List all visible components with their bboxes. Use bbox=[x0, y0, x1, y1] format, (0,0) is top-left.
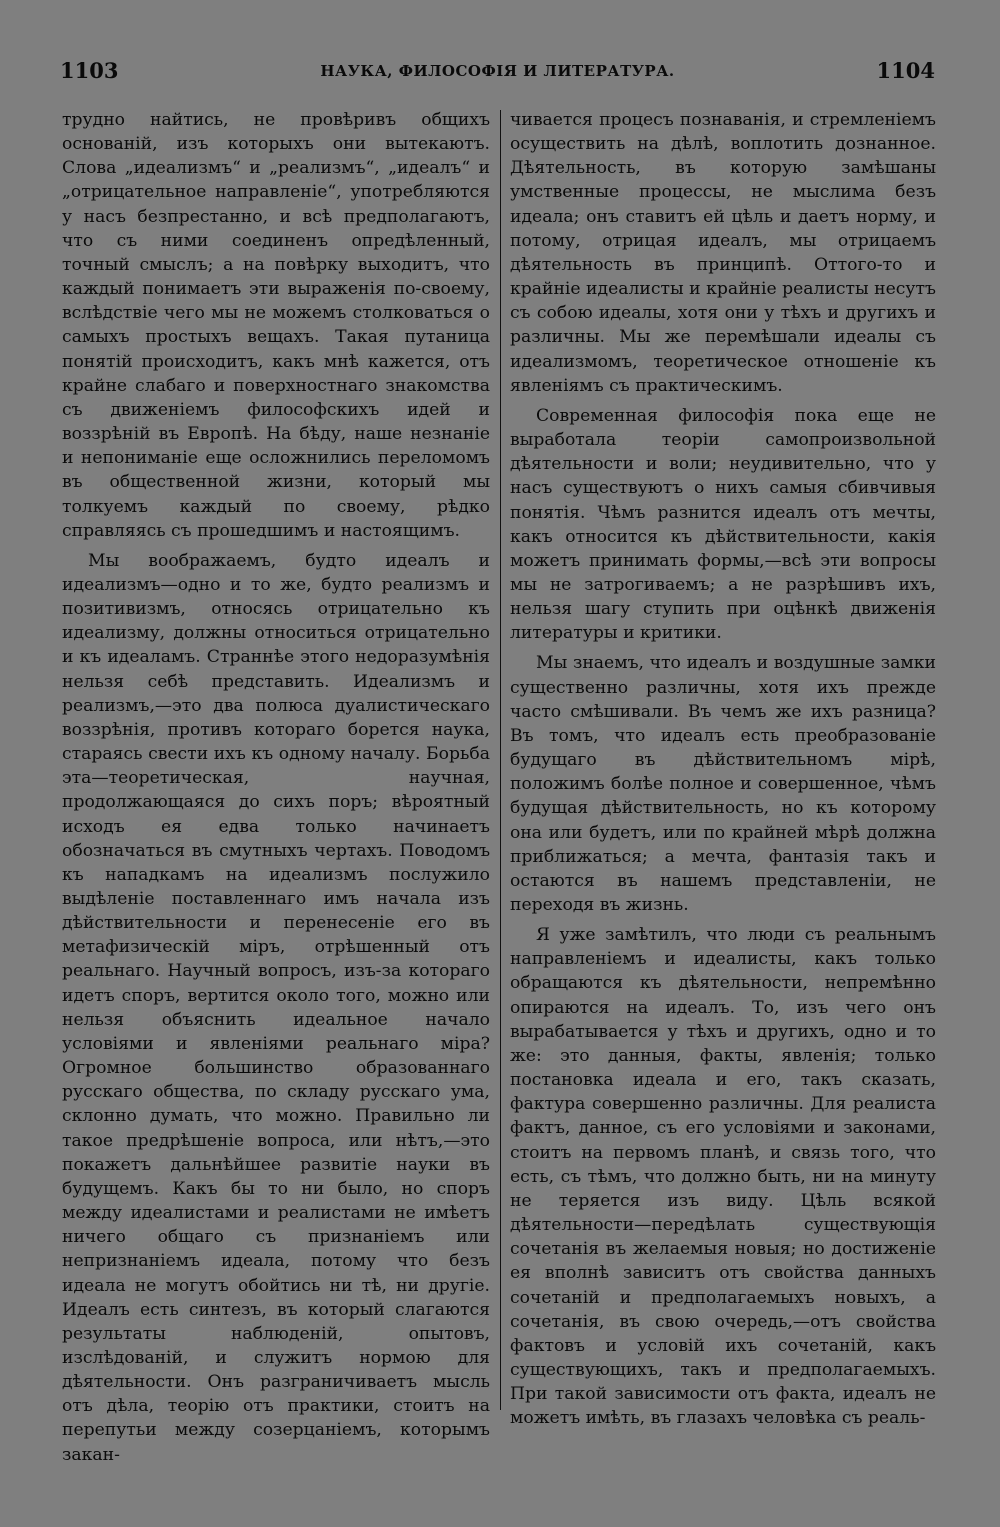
page-number-right: 1104 bbox=[876, 58, 935, 83]
paragraph: чивается процесъ познаванія, и стремленіемъ осуществить на дѣлѣ, воплотить дознанное. Дѣятельность, въ которую замѣшаны умственные процессы, не мыслима безъ идеала; онъ ставитъ ей цѣль и даетъ норму, и потому, отрицая идеалъ, мы отрицаемъ дѣятельность въ принципѣ. Оттого-то и крайніе идеалисты и крайніе реалисты несутъ съ собою идеалы, хотя они у тѣхъ и другихъ и различны. Мы же перемѣшали идеалы съ идеализмомъ, теоретическое отношеніе къ явленіямъ съ практическимъ. bbox=[510, 110, 936, 396]
paragraph: Я уже замѣтилъ, что люди съ реальнымъ направленіемъ и идеалисты, какъ только обращаются къ дѣятельности, непремѣнно опираются на идеалъ. То, изъ чего онъ вырабатывается у тѣхъ и другихъ, одно и то же: это данныя, факты, явленія; только постановка идеала и его, такъ сказать, фактура совершенно различны. Для реалиста фактъ, данное, съ его условіями и законами, стоитъ на первомъ планѣ, и связь того, что есть, съ тѣмъ, что должно быть, ни на минуту не теряется изъ виду. Цѣль всякой дѣятельности—передѣлать существующія сочетанія въ желаемыя новыя; но достиженіе ея вполнѣ зависитъ отъ свойства данныхъ сочетаній и предполагаемыхъ новыхъ, а сочетанія, въ свою очередь,—отъ свойства фактовъ и условій ихъ сочетаній, какъ существующихъ, такъ и предполагаемыхъ. При такой зависимости отъ факта, идеалъ не можетъ имѣть, въ глазахъ человѣка съ реаль- bbox=[510, 925, 936, 1429]
page-number-left: 1103 bbox=[60, 58, 119, 83]
column-divider bbox=[500, 110, 501, 1410]
paragraph: трудно найтись, не провѣривъ общихъ основаній, изъ которыхъ они вытекаютъ. Слова „идеализмъ“ и „реализмъ“, „идеалъ“ и „отрицательное направленіе“, употребляются у насъ безпрестанно, и всѣ предполагаютъ, что съ ними соединенъ опредѣленный, точный смыслъ; а на повѣрку выходитъ, что каждый понимаетъ эти выраженія по-своему, вслѣдствіе чего мы не можемъ столковаться о самыхъ простыхъ вещахъ. Такая путаница понятій происходитъ, какъ мнѣ кажется, отъ крайне слабаго и поверхностнаго знакомства съ движеніемъ философскихъ идей и воззрѣній въ Европѣ. На бѣду, наше незнаніе и непониманіе еще осложнились переломомъ въ общественной жизни, который мы толкуемъ каждый по своему, рѣдко справляясь съ прошедшимъ и настоящимъ. bbox=[62, 110, 490, 541]
running-title: НАУКА, ФИЛОСОФІЯ И ЛИТЕРАТУРА. bbox=[320, 62, 675, 80]
left-column bbox=[62, 108, 490, 1467]
right-column bbox=[510, 108, 936, 1430]
paragraph: Мы воображаемъ, будто идеалъ и идеализмъ—одно и то же, будто реализмъ и позитивизмъ, относясь отрицательно къ идеализму, должны относиться отрицательно и къ идеаламъ. Страннѣе этого недоразумѣнія нельзя себѣ представить. Идеализмъ и реализмъ,—это два полюса дуалистическаго воззрѣнія, противъ котораго борется наука, стараясь свести ихъ къ одному началу. Борьба эта—теоретическая, научная, продолжающаяся до сихъ поръ; вѣроятный исходъ ея едва только начинаетъ обозначаться въ смутныхъ чертахъ. Поводомъ къ нападкамъ на идеализмъ послужило выдѣленіе поставленнаго имъ начала изъ дѣйствительности и перенесеніе его въ метафизическій міръ, отрѣшенный отъ реальнаго. Научный вопросъ, изъ-за котораго идетъ споръ, вертится около того, можно или нельзя объяснить идеальное начало условіями и явленіями реальнаго міра? Огромное большинство образованнаго русскаго общества, по складу русскаго ума, склонно думать, что можно. Правильно ли такое предрѣшеніе вопроса, или нѣтъ,—это покажетъ дальнѣйшее развитіе науки въ будущемъ. Какъ бы то ни было, но споръ между идеалистами и реалистами не имѣетъ ничего общаго съ признаніемъ или непризнаніемъ идеала, потому что безъ идеала не могутъ обойтись ни тѣ, ни другіе. Идеалъ есть синтезъ, въ который слагаются результаты наблюденій, опытовъ, изслѣдованій, и служитъ нормою для дѣятельности. Онъ разграничиваетъ мысль отъ дѣла, теорію отъ практики, стоитъ на перепутьи между созерцаніемъ, которымъ закан- bbox=[62, 550, 490, 1465]
paragraph: Современная философія пока еще не выработала теоріи самопроизвольной дѣятельности и воли; неудивительно, что у насъ существуютъ о нихъ самыя сбивчивыя понятія. Чѣмъ разнится идеалъ отъ мечты, какъ относится къ дѣйствительности, какія можетъ принимать формы,—всѣ эти вопросы мы не затрогиваемъ; а не разрѣшивъ ихъ, нельзя шагу ступить при оцѣнкѣ движенія литературы и критики. bbox=[510, 405, 936, 644]
page-header bbox=[60, 58, 935, 88]
paragraph: Мы знаемъ, что идеалъ и воздушные замки существенно различны, хотя ихъ прежде часто смѣшивали. Въ чемъ же ихъ разница? Въ томъ, что идеалъ есть преобразованіе будущаго въ дѣйствительномъ мірѣ, положимъ болѣе полное и совершенное, чѣмъ будущая дѣйствительность, но къ которому она или будетъ, или по крайней мѣрѣ должна приближаться; а мечта, фантазія такъ и остаются въ нашемъ представленіи, не переходя въ жизнь. bbox=[510, 653, 936, 915]
